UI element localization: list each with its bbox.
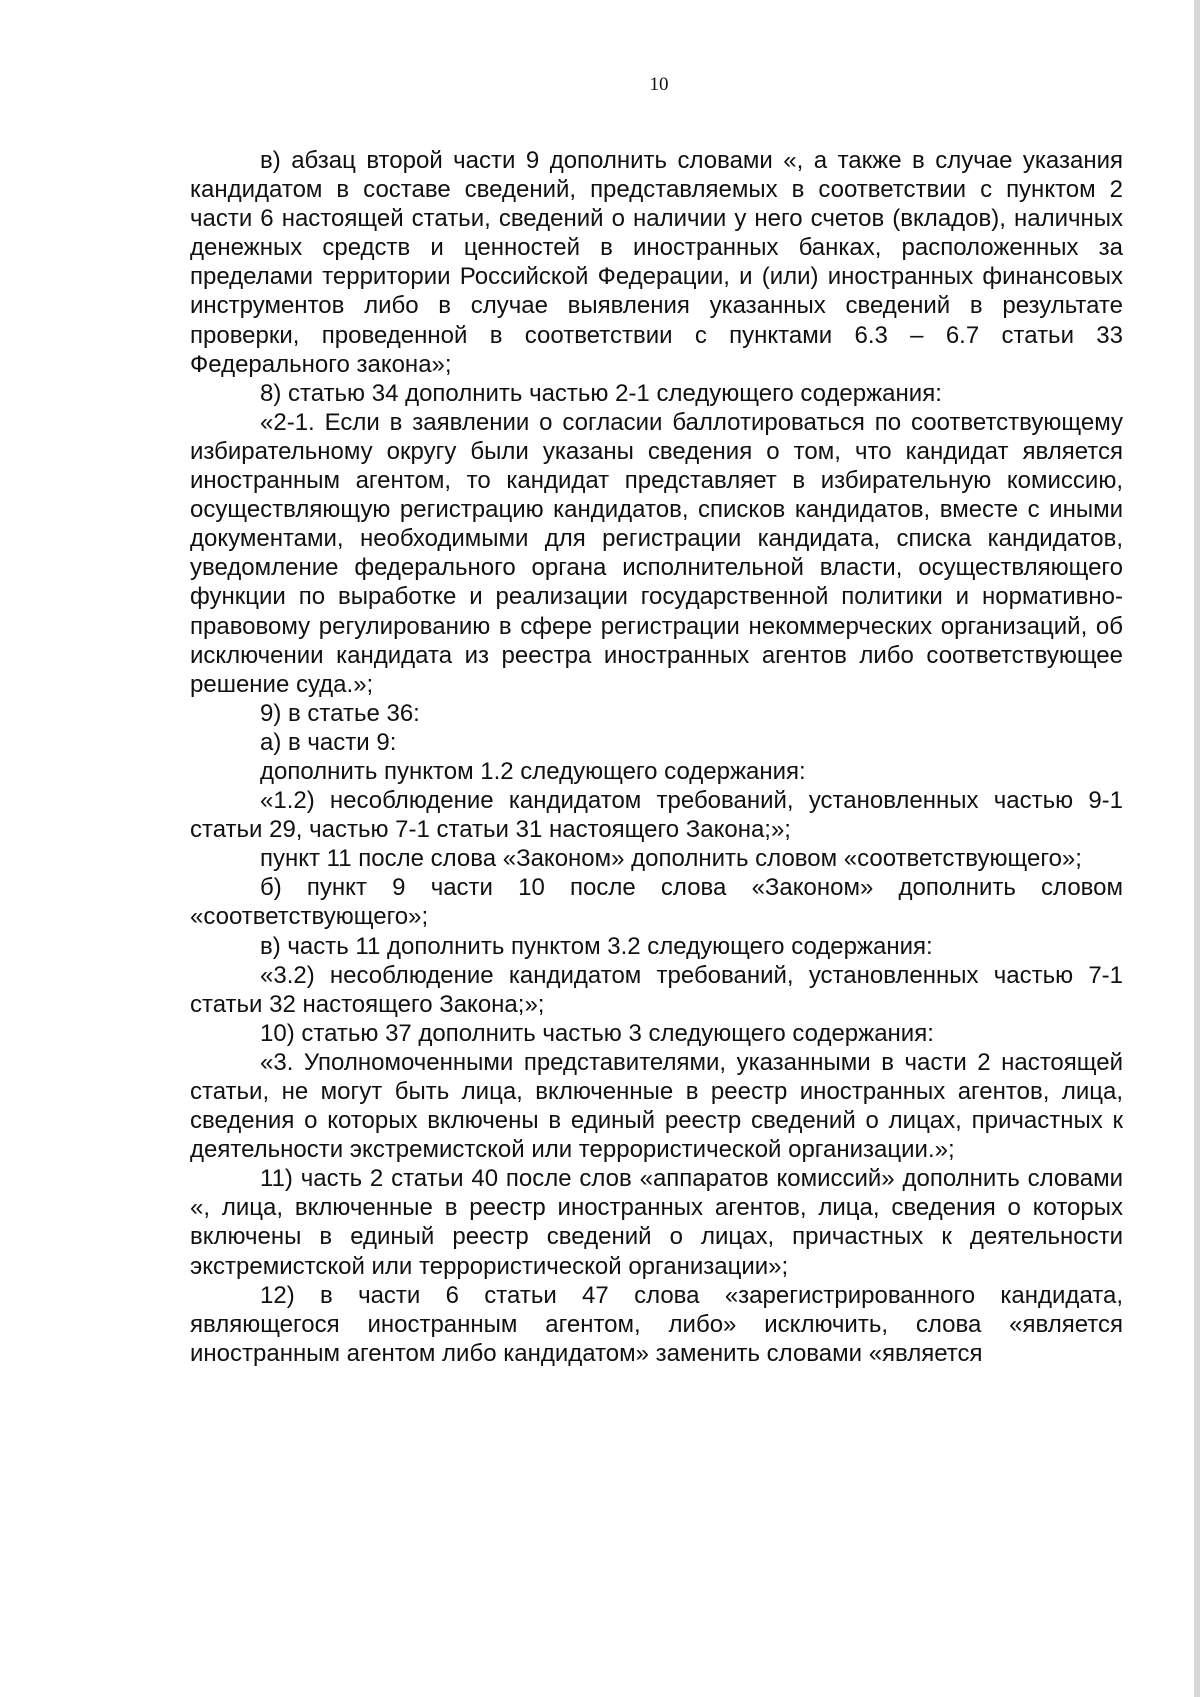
paragraph-quote-3-2: «3.2) несоблюдение кандидатом требований, установленных частью 7-1 статьи 32 настоящего Закона;»; xyxy=(190,961,1123,1018)
page-edge-shadow xyxy=(1194,0,1200,1697)
paragraph-v-part-9: в) абзац второй части 9 дополнить словами «, а также в случае указания кандидатом в составе сведений, представляемых в соответствии с пунктом 2 части 6 настоящей статьи, сведений о наличии у него счетов (вкладов), наличных денежных средств и ценностей в иностранных банках, расположенных за пределами территории Российской Федерации, и (или) иностранных финансовых инструментов либо в случае выявления указанных сведений в результате проверки, проведенной в соответствии с пунктами 6.3 – 6.7 статьи 33 Федерального закона»; xyxy=(190,147,1123,378)
paragraph-point-11: пункт 11 после слова «Законом» дополнить словом «соответствующего»; xyxy=(260,845,1082,873)
paragraph-a-part-9: а) в части 9: xyxy=(260,728,397,756)
paragraph-item-11: 11) часть 2 статьи 40 после слов «аппаратов комиссий» дополнить словами «, лица, включенные в реестр иностранных агентов, лица, сведения о которых включены в единый реестр сведений о лицах, причастных к деятельности экстремистской или террористической организации»; xyxy=(190,1165,1123,1280)
paragraph-b-point-9: б) пункт 9 части 10 после слова «Законом» дополнить словом «соответствующего»; xyxy=(190,874,1123,931)
paragraph-add-1-2: дополнить пунктом 1.2 следующего содержания: xyxy=(260,757,806,785)
paragraph-quote-1-2: «1.2) несоблюдение кандидатом требований, установленных частью 9-1 статьи 29, частью 7-1 статьи 31 настоящего Закона;»; xyxy=(190,787,1123,844)
paragraph-v-part-11: в) часть 11 дополнить пунктом 3.2 следующего содержания: xyxy=(260,932,933,960)
paragraph-quote-3: «3. Уполномоченными представителями, указанными в части 2 настоящей статьи, не могут быть лица, включенные в реестр иностранных агентов, лица, сведения о которых включены в единый реестр сведений о лицах, причастных к деятельности экстремистской или террористической организации.»; xyxy=(190,1048,1123,1164)
paragraph-quote-2-1: «2-1. Если в заявлении о согласии баллотироваться по соответствующему избирательному округу были указаны сведения о том, что кандидат является иностранным агентом, то кандидат представляет в избирательную комиссию, осуществляющую регистрацию кандидатов, списков кандидатов, вместе с иными документами, необходимыми для регистрации кандидата, списка кандидатов, уведомление федерального органа исполнительной власти, осуществляющего функции по выработке и реализации государственной политики и нормативно-правовому регулированию в сфере регистрации некоммерческих организаций, об исключении кандидата из реестра иностранных агентов либо соответствующее решение суда.»; xyxy=(190,408,1123,698)
page-number: 10 xyxy=(649,74,669,95)
paragraph-item-9: 9) в статье 36: xyxy=(260,699,420,727)
paragraph-item-12: 12) в части 6 статьи 47 слова «зарегистрированного кандидата, являющегося иностранным агентом, либо» исключить, слова «является иностранным агентом либо кандидатом» заменить словами «является xyxy=(190,1281,1123,1367)
document-body xyxy=(190,146,1123,1368)
paragraph-item-8: 8) статью 34 дополнить частью 2-1 следующего содержания: xyxy=(260,379,942,407)
paragraph-item-10: 10) статью 37 дополнить частью 3 следующего содержания: xyxy=(260,1019,934,1047)
